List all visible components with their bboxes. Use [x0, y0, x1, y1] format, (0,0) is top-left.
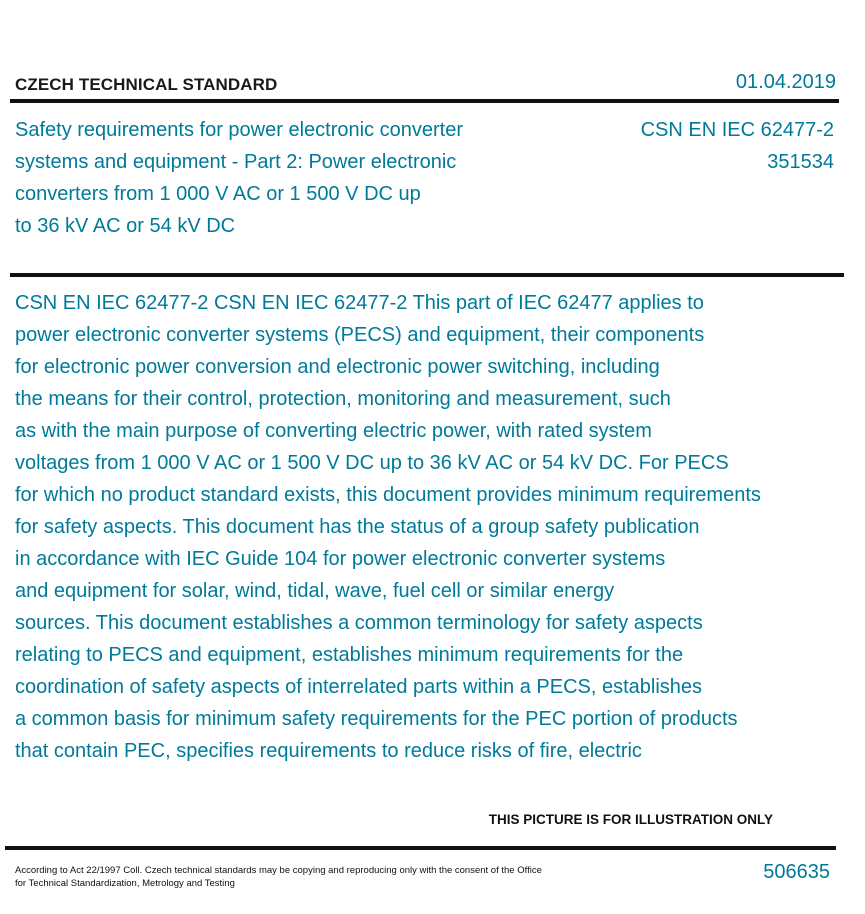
standard-title-line: Safety requirements for power electronic converter — [15, 119, 463, 141]
document-header-title: CZECH TECHNICAL STANDARD — [15, 75, 278, 94]
abstract-line: power electronic converter systems (PECS) and equipment, their components — [15, 324, 705, 346]
legal-notice — [15, 864, 615, 890]
abstract-line: in accordance with IEC Guide 104 for power electronic converter systems — [15, 548, 666, 570]
abstract-line: CSN EN IEC 62477-2 CSN EN IEC 62477-2 This part of IEC 62477 applies to — [15, 292, 704, 314]
abstract-line: that contain PEC, specifies requirements to reduce risks of fire, electric — [15, 740, 642, 762]
legal-notice-line: for Technical Standardization, Metrology and Testing — [15, 878, 235, 889]
standard-title — [15, 114, 535, 242]
abstract-line: coordination of safety aspects of interrelated parts within a PECS, establishes — [15, 676, 703, 698]
abstract-line: as with the main purpose of converting electric power, with rated system — [15, 420, 652, 442]
document-number: 506635 — [763, 861, 830, 883]
abstract-line: for which no product standard exists, this document provides minimum requirements — [15, 484, 761, 506]
publication-date: 01.04.2019 — [735, 71, 836, 93]
abstract-line: the means for their control, protection, monitoring and measurement, such — [15, 388, 671, 410]
abstract-line: for electronic power conversion and electronic power switching, including — [15, 356, 660, 378]
standard-title-line: converters from 1 000 V AC or 1 500 V DC up — [15, 183, 421, 205]
illustration-notice: THIS PICTURE IS FOR ILLUSTRATION ONLY — [488, 812, 773, 827]
standard-code: CSN EN IEC 62477-2 — [640, 119, 834, 141]
abstract-line: a common basis for minimum safety requirements for the PEC portion of products — [15, 708, 738, 730]
abstract-text — [15, 287, 855, 767]
standard-title-line: to 36 kV AC or 54 kV DC — [15, 215, 236, 237]
standard-title-line: systems and equipment - Part 2: Power electronic — [15, 151, 457, 173]
abstract-line: sources. This document establishes a common terminology for safety aspects — [15, 612, 703, 634]
abstract-line: relating to PECS and equipment, establishes minimum requirements for the — [15, 644, 684, 666]
abstract-line: and equipment for solar, wind, tidal, wave, fuel cell or similar energy — [15, 580, 615, 602]
footer-divider — [5, 846, 836, 850]
standard-number: 351534 — [767, 151, 834, 173]
header-divider — [10, 99, 839, 103]
abstract-line: for safety aspects. This document has the status of a group safety publication — [15, 516, 700, 538]
title-divider — [10, 273, 844, 277]
abstract-line: voltages from 1 000 V AC or 1 500 V DC up to 36 kV AC or 54 kV DC. For PECS — [15, 452, 729, 474]
legal-notice-line: According to Act 22/1997 Coll. Czech technical standards may be copying and reproducing only with the consent of the Office — [15, 865, 542, 876]
standard-identifiers — [641, 114, 834, 178]
